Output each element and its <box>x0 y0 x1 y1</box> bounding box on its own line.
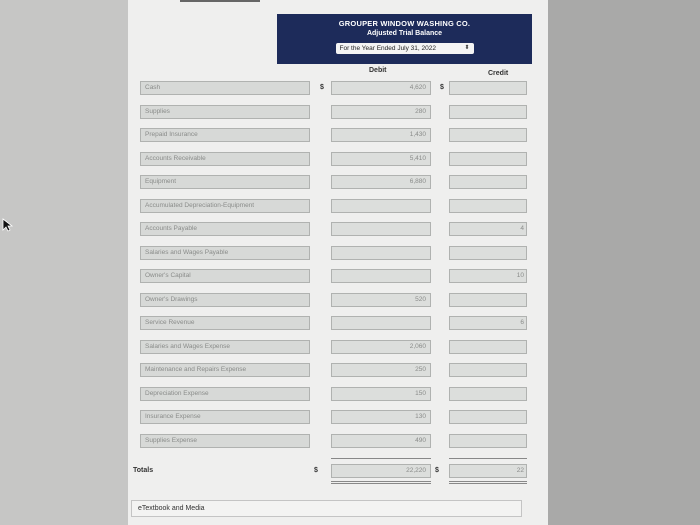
debit-total-rule <box>331 458 431 459</box>
debit-input[interactable]: 1,430 <box>331 128 431 142</box>
account-select[interactable]: Prepaid Insurance <box>140 128 310 142</box>
debit-input[interactable]: 5,410 <box>331 152 431 166</box>
debit-input[interactable] <box>331 222 431 236</box>
account-select[interactable]: Depreciation Expense <box>140 387 310 401</box>
account-select[interactable]: Owner's Drawings <box>140 293 310 307</box>
debit-input[interactable]: 4,620 <box>331 81 431 95</box>
account-select[interactable]: Supplies Expense <box>140 434 310 448</box>
credit-input[interactable] <box>449 152 527 166</box>
account-select[interactable]: Cash <box>140 81 310 95</box>
account-select[interactable]: Owner's Capital <box>140 269 310 283</box>
credit-input[interactable]: 10 <box>449 269 527 283</box>
account-select[interactable]: Insurance Expense <box>140 410 310 424</box>
period-select[interactable] <box>336 43 474 54</box>
credit-input[interactable] <box>449 105 527 119</box>
statement-title: Adjusted Trial Balance <box>366 30 443 37</box>
credit-input[interactable] <box>449 363 527 377</box>
account-select[interactable]: Accounts Receivable <box>140 152 310 166</box>
debit-input[interactable]: 2,060 <box>331 340 431 354</box>
credit-input[interactable] <box>449 293 527 307</box>
totals-debit-input[interactable]: 22,220 <box>331 464 431 478</box>
account-select[interactable]: Maintenance and Repairs Expense <box>140 363 310 377</box>
credit-double-rule-2 <box>449 483 527 484</box>
debit-input[interactable]: 150 <box>331 387 431 401</box>
credit-input[interactable] <box>449 434 527 448</box>
credit-double-rule-1 <box>449 481 527 482</box>
account-select[interactable]: Equipment <box>140 175 310 189</box>
account-select[interactable]: Accumulated Depreciation-Equipment <box>140 199 310 213</box>
debit-input[interactable] <box>331 199 431 213</box>
credit-total-rule <box>449 458 527 459</box>
credit-column-header: Credit <box>488 70 509 77</box>
left-background <box>0 0 128 525</box>
account-select[interactable]: Salaries and Wages Payable <box>140 246 310 260</box>
debit-input[interactable] <box>331 246 431 260</box>
credit-input[interactable] <box>449 340 527 354</box>
credit-input[interactable]: 4 <box>449 222 527 236</box>
right-background <box>548 0 700 525</box>
debit-double-rule-1 <box>331 481 431 482</box>
account-select[interactable]: Service Revenue <box>140 316 310 330</box>
debit-input[interactable]: 6,880 <box>331 175 431 189</box>
debit-double-rule-2 <box>331 483 431 484</box>
account-select[interactable]: Salaries and Wages Expense <box>140 340 310 354</box>
select-arrows-icon: ⬍ <box>464 45 470 51</box>
mouse-pointer-icon <box>2 218 14 232</box>
credit-input[interactable] <box>449 246 527 260</box>
totals-credit-dollar: $ <box>435 467 439 474</box>
credit-input[interactable] <box>449 410 527 424</box>
totals-label: Totals <box>133 467 154 474</box>
statement-header <box>277 14 532 64</box>
credit-input[interactable] <box>449 199 527 213</box>
debit-input[interactable] <box>331 269 431 283</box>
credit-input[interactable] <box>449 387 527 401</box>
debit-input[interactable]: 280 <box>331 105 431 119</box>
debit-input[interactable]: 250 <box>331 363 431 377</box>
credit-input[interactable] <box>449 175 527 189</box>
credit-input[interactable] <box>449 81 527 95</box>
period-select-value: For the Year Ended July 31, 2022 <box>339 45 436 52</box>
etextbook-media-link[interactable]: eTextbook and Media <box>131 500 522 517</box>
debit-input[interactable]: 130 <box>331 410 431 424</box>
debit-column-header: Debit <box>369 67 387 74</box>
totals-credit-input[interactable]: 22 <box>449 464 527 478</box>
debit-input[interactable]: 490 <box>331 434 431 448</box>
credit-input[interactable] <box>449 128 527 142</box>
account-select[interactable]: Supplies <box>140 105 310 119</box>
credit-input[interactable]: 6 <box>449 316 527 330</box>
account-select[interactable]: Accounts Payable <box>140 222 310 236</box>
company-name: GROUPER WINDOW WASHING CO. <box>338 19 471 28</box>
debit-input[interactable] <box>331 316 431 330</box>
top-divider <box>180 0 260 2</box>
debit-input[interactable]: 520 <box>331 293 431 307</box>
debit-dollar-sign: $ <box>320 84 324 91</box>
totals-debit-dollar: $ <box>314 467 318 474</box>
credit-dollar-sign: $ <box>440 84 444 91</box>
